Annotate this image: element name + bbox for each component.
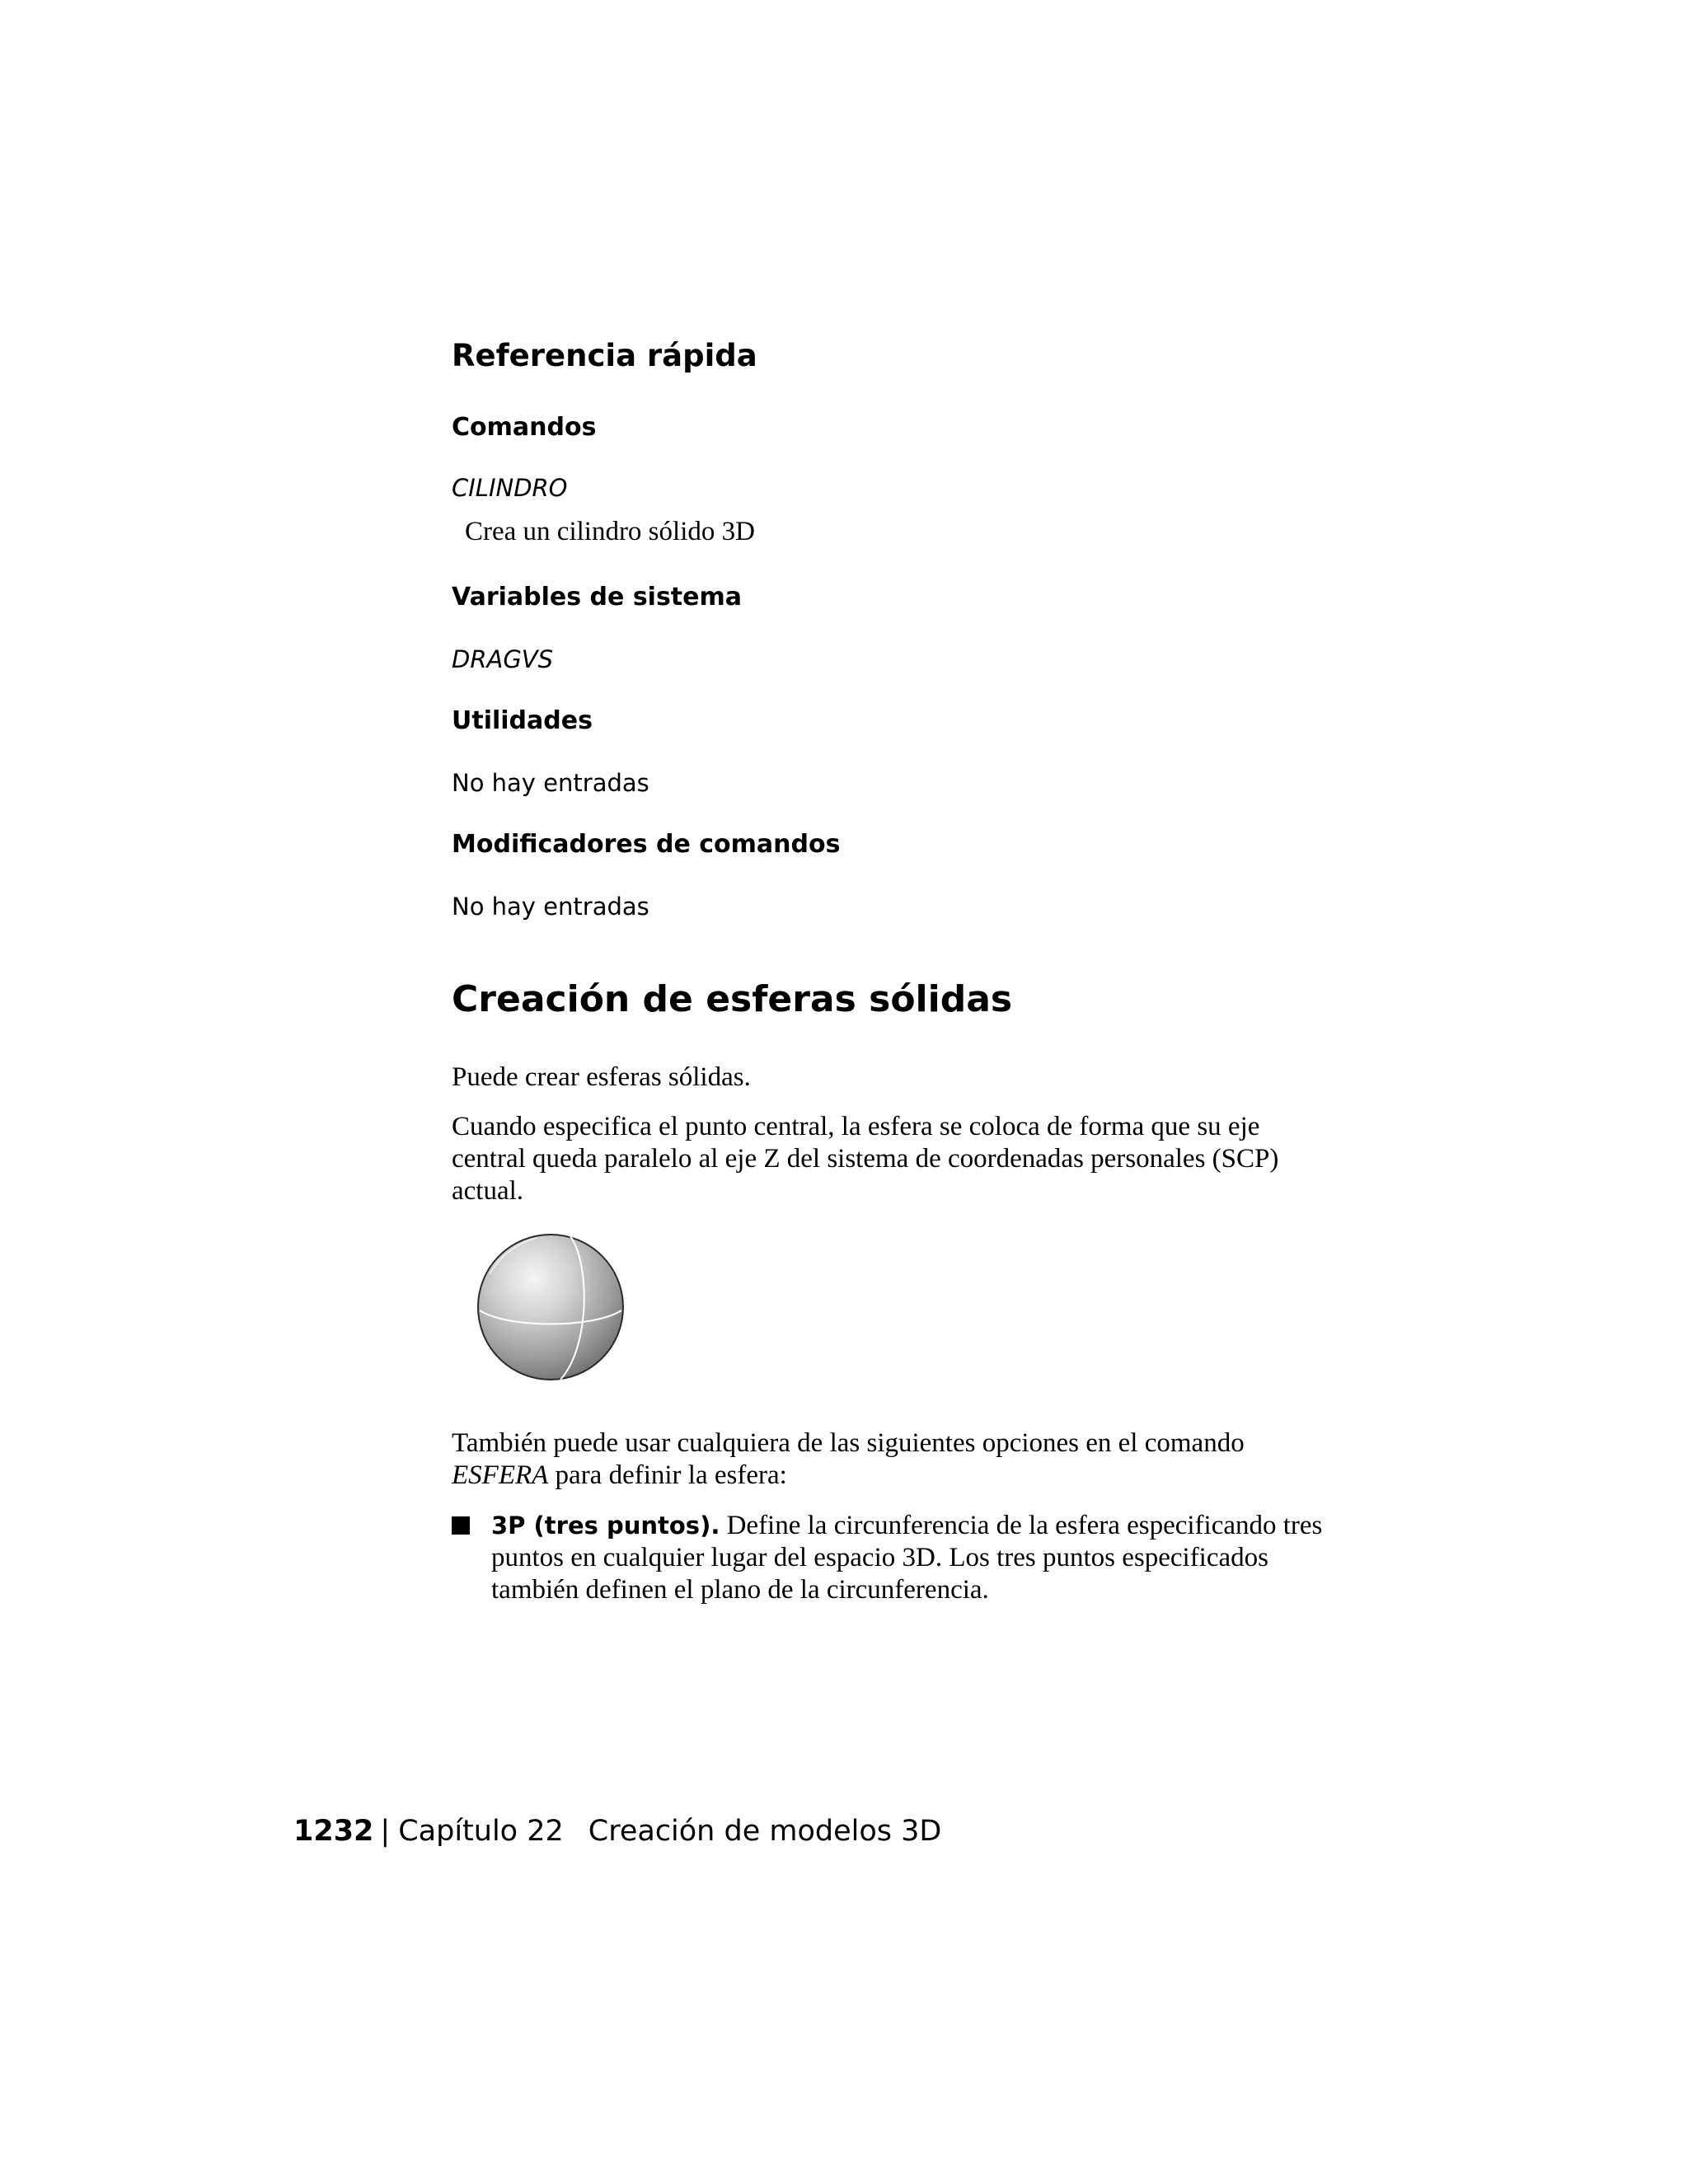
command-entry	[452, 473, 1325, 503]
command-reference: ESFERA	[452, 1460, 549, 1490]
sysvar-entry	[452, 644, 1325, 674]
bullet-item	[452, 1510, 1325, 1606]
commands-heading: Comandos	[452, 413, 597, 442]
sphere-icon	[475, 1231, 626, 1383]
page-number: 1232	[293, 1815, 374, 1848]
footer-separator: |	[380, 1815, 391, 1848]
utilities-section	[452, 705, 1325, 737]
command-description: Crea un cilindro sólido 3D	[465, 517, 755, 546]
modifiers-text: No hay entradas	[452, 893, 649, 921]
quick-reference	[452, 338, 1325, 374]
bullet-content	[491, 1510, 1325, 1606]
modifiers-row	[452, 892, 1325, 921]
utilities-heading: Utilidades	[452, 706, 593, 735]
sphere-figure	[475, 1231, 626, 1383]
footer-chapter: Capítulo 22	[398, 1815, 564, 1848]
modifiers-heading: Modificadores de comandos	[452, 830, 841, 859]
section-title: Creación de esferas sólidas	[452, 978, 1013, 1020]
section-header	[452, 977, 1325, 1022]
commands-section	[452, 412, 1325, 443]
paragraph-1-block	[452, 1062, 1325, 1094]
quick-reference-title: Referencia rápida	[452, 338, 757, 373]
paragraph-3-lead: También puede usar cualquiera de las siguientes opciones en el comando	[452, 1428, 1245, 1458]
command-description-row	[452, 516, 1325, 548]
paragraph-3-block	[452, 1427, 1325, 1492]
footer-chapter-title: Creación de modelos 3D	[588, 1815, 942, 1848]
paragraph-2: Cuando especifica el punto central, la esfera se coloca de forma que su eje central queda paralelo al eje Z del sistema de coordenadas personales (SCP) actual.	[452, 1112, 1279, 1206]
paragraph-3	[452, 1427, 1325, 1492]
sysvars-heading: Variables de sistema	[452, 583, 743, 612]
page-footer	[293, 1813, 1282, 1849]
bullet-label: 3P (tres puntos).	[491, 1511, 720, 1540]
utilities-row	[452, 768, 1325, 798]
paragraph-2-block	[452, 1111, 1325, 1207]
bullet-description: Define la circunferencia de la esfera especificando tres puntos en cualquier lugar del espacio 3D. Los tres puntos especificados también definen el plano de la circunferencia.	[491, 1511, 1323, 1605]
utilities-text: No hay entradas	[452, 769, 649, 797]
paragraph-1: Puede crear esferas sólidas.	[452, 1062, 751, 1092]
sphere-body	[478, 1235, 623, 1380]
square-bullet-icon	[452, 1516, 470, 1535]
modifiers-section	[452, 829, 1325, 860]
sysvar-name: DRAGVS	[452, 645, 554, 673]
command-name: CILINDRO	[452, 474, 568, 502]
paragraph-3-tail: para definir la esfera:	[548, 1460, 787, 1490]
sysvars-section	[452, 582, 1325, 613]
